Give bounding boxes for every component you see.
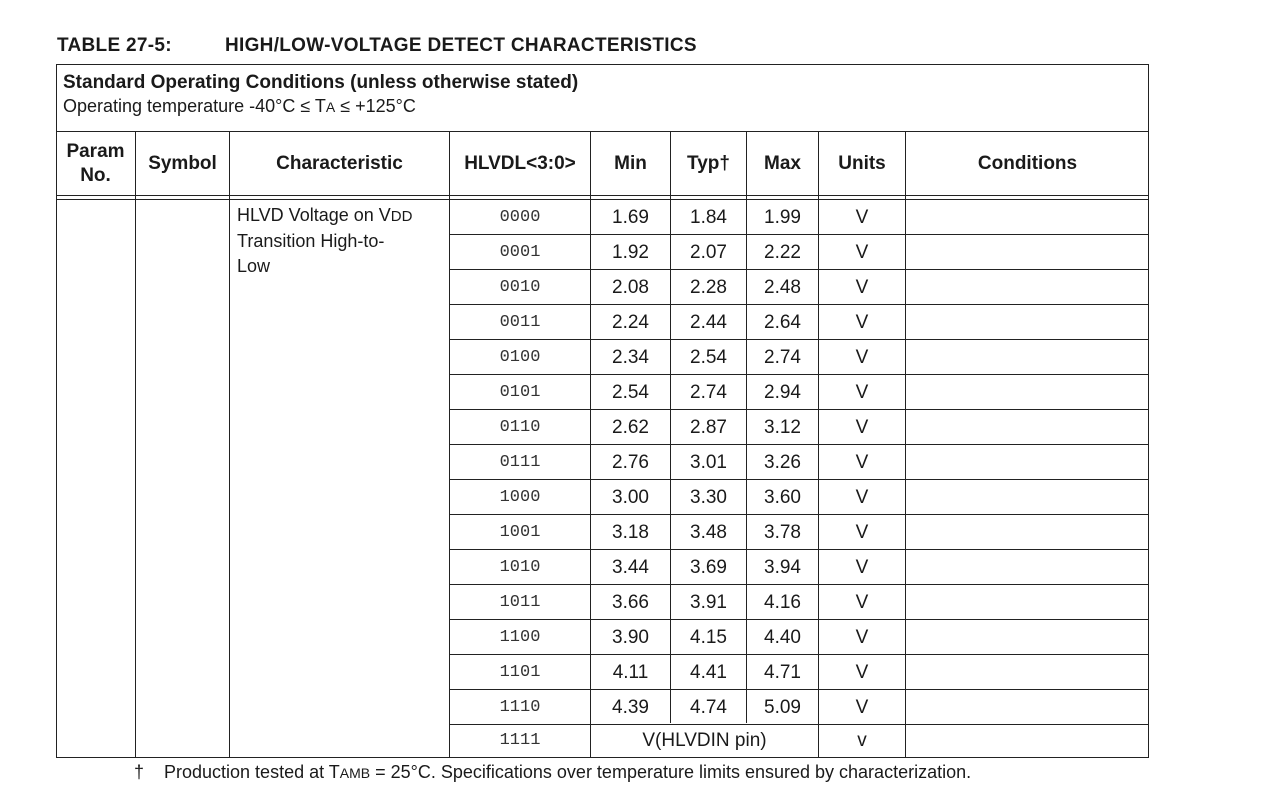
typ-cell: 2.87	[690, 416, 727, 438]
min-cell: 2.08	[612, 276, 649, 298]
min-cell: 3.44	[612, 556, 649, 578]
typ-cell: 3.69	[690, 556, 727, 578]
typ-cell: 2.28	[690, 276, 727, 298]
dagger-symbol: †	[134, 762, 145, 782]
temp-suffix: ≤ +125°C	[335, 96, 416, 116]
hlvdl-code-cell: 1100	[499, 628, 541, 647]
header-param-line2: No.	[80, 165, 111, 186]
table-number: TABLE 27-5:	[57, 35, 172, 56]
min-cell: 3.90	[612, 626, 649, 648]
header-units: Units	[838, 153, 886, 174]
hlvdl-code-cell: 0000	[499, 208, 541, 227]
min-cell: 4.39	[612, 696, 649, 718]
max-cell: 3.60	[764, 486, 801, 508]
characteristic-line3: Low	[237, 256, 271, 276]
max-cell: 3.94	[764, 556, 801, 578]
units-cell: V	[855, 486, 869, 508]
units-cell: V	[855, 241, 869, 263]
operating-temperature	[63, 95, 1149, 118]
hlvdl-code-cell: 0011	[499, 313, 541, 332]
header-min: Min	[614, 153, 647, 174]
typ-cell: 4.15	[690, 626, 727, 648]
hlvdl-code-cell: 1010	[499, 558, 541, 577]
units-cell: V	[855, 416, 869, 438]
units-cell: V	[855, 521, 869, 543]
units-cell: V	[855, 276, 869, 298]
typ-cell: 2.54	[690, 346, 727, 368]
footnote-suffix: = 25°C. Specifications over temperature limits ensured by characterization.	[370, 762, 972, 782]
max-cell: 2.74	[764, 346, 801, 368]
last-row-value: V(HLVDIN pin)	[642, 729, 767, 751]
units-cell: V	[855, 381, 869, 403]
temp-sub: A	[325, 99, 336, 115]
col-sep	[135, 132, 136, 758]
min-cell: 2.24	[612, 311, 649, 333]
max-cell: 3.26	[764, 451, 801, 473]
max-cell: 3.12	[764, 416, 801, 438]
min-cell: 3.66	[612, 591, 649, 613]
max-cell: 4.40	[764, 626, 801, 648]
header-symbol: Symbol	[148, 153, 217, 174]
char-line1-sub: DD	[390, 208, 413, 225]
max-cell: 3.78	[764, 521, 801, 543]
footnote-sub: AMB	[339, 765, 371, 781]
hlvdl-code-cell: 1001	[499, 523, 541, 542]
min-cell: 1.92	[612, 241, 649, 263]
hlvdl-code-cell: 1011	[499, 593, 541, 612]
units-cell: V	[855, 591, 869, 613]
typ-cell: 3.01	[690, 451, 727, 473]
min-cell: 2.34	[612, 346, 649, 368]
hlvdl-code-cell: 0111	[499, 453, 541, 472]
header-conditions: Conditions	[977, 153, 1078, 174]
units-cell: V	[855, 556, 869, 578]
max-cell: 5.09	[764, 696, 801, 718]
header-typ: Typ†	[687, 153, 730, 174]
max-cell: 1.99	[764, 206, 801, 228]
last-row-code: 1111	[499, 731, 541, 750]
units-cell: V	[855, 661, 869, 683]
typ-cell: 4.74	[690, 696, 727, 718]
min-cell: 2.54	[612, 381, 649, 403]
table-name: HIGH/LOW-VOLTAGE DETECT CHARACTERISTICS	[225, 35, 697, 56]
typ-cell: 4.41	[690, 661, 727, 683]
typ-cell: 3.30	[690, 486, 727, 508]
header-hlvdl: HLVDL<3:0>	[464, 153, 576, 174]
hlvdl-code-cell: 0101	[499, 383, 541, 402]
units-cell: V	[855, 451, 869, 473]
max-cell: 2.22	[764, 241, 801, 263]
units-cell: V	[855, 626, 869, 648]
footnote-prefix: Production tested at T	[164, 762, 340, 782]
footnote	[134, 762, 971, 783]
units-cell: V	[855, 696, 869, 718]
max-cell: 2.48	[764, 276, 801, 298]
min-cell: 3.18	[612, 521, 649, 543]
hlvdl-code-cell: 0110	[499, 418, 541, 437]
hlvdl-code-cell: 0001	[499, 243, 541, 262]
max-cell: 4.71	[764, 661, 801, 683]
hlvdl-code-cell: 1101	[499, 663, 541, 682]
hlvdl-code-cell: 0100	[499, 348, 541, 367]
typ-cell: 2.44	[690, 311, 727, 333]
characteristic-description	[237, 203, 447, 279]
temp-prefix: Operating temperature -40°C ≤ T	[63, 96, 326, 116]
table-title	[57, 35, 697, 57]
min-cell: 1.69	[612, 206, 649, 228]
conditions-title: Standard Operating Conditions (unless otherwise stated)	[63, 72, 579, 93]
typ-cell: 2.74	[690, 381, 727, 403]
typ-cell: 2.07	[690, 241, 727, 263]
characteristic-line2: Transition High-to-	[237, 231, 385, 251]
characteristic-line1	[237, 203, 447, 229]
typ-cell: 3.48	[690, 521, 727, 543]
typ-cell: 1.84	[690, 206, 727, 228]
last-row-units: v	[857, 729, 867, 751]
min-cell: 2.62	[612, 416, 649, 438]
header-param-line1: Param	[66, 141, 125, 162]
header-max: Max	[764, 153, 801, 174]
units-cell: V	[855, 346, 869, 368]
header-param-no	[56, 132, 135, 196]
hlvdl-code-cell: 1110	[499, 698, 541, 717]
col-sep	[229, 132, 230, 758]
standard-conditions	[56, 64, 1149, 132]
hlvdl-code-cell: 0010	[499, 278, 541, 297]
max-cell: 2.64	[764, 311, 801, 333]
units-cell: V	[855, 311, 869, 333]
col-sep	[905, 132, 906, 758]
header-characteristic: Characteristic	[276, 153, 403, 174]
hlvdl-code-cell: 1000	[499, 488, 541, 507]
min-cell: 4.11	[612, 661, 649, 683]
max-cell: 4.16	[764, 591, 801, 613]
min-cell: 3.00	[612, 486, 649, 508]
min-cell: 2.76	[612, 451, 649, 473]
typ-cell: 3.91	[690, 591, 727, 613]
units-cell: V	[855, 206, 869, 228]
max-cell: 2.94	[764, 381, 801, 403]
char-line1-prefix: HLVD Voltage on V	[237, 205, 391, 225]
